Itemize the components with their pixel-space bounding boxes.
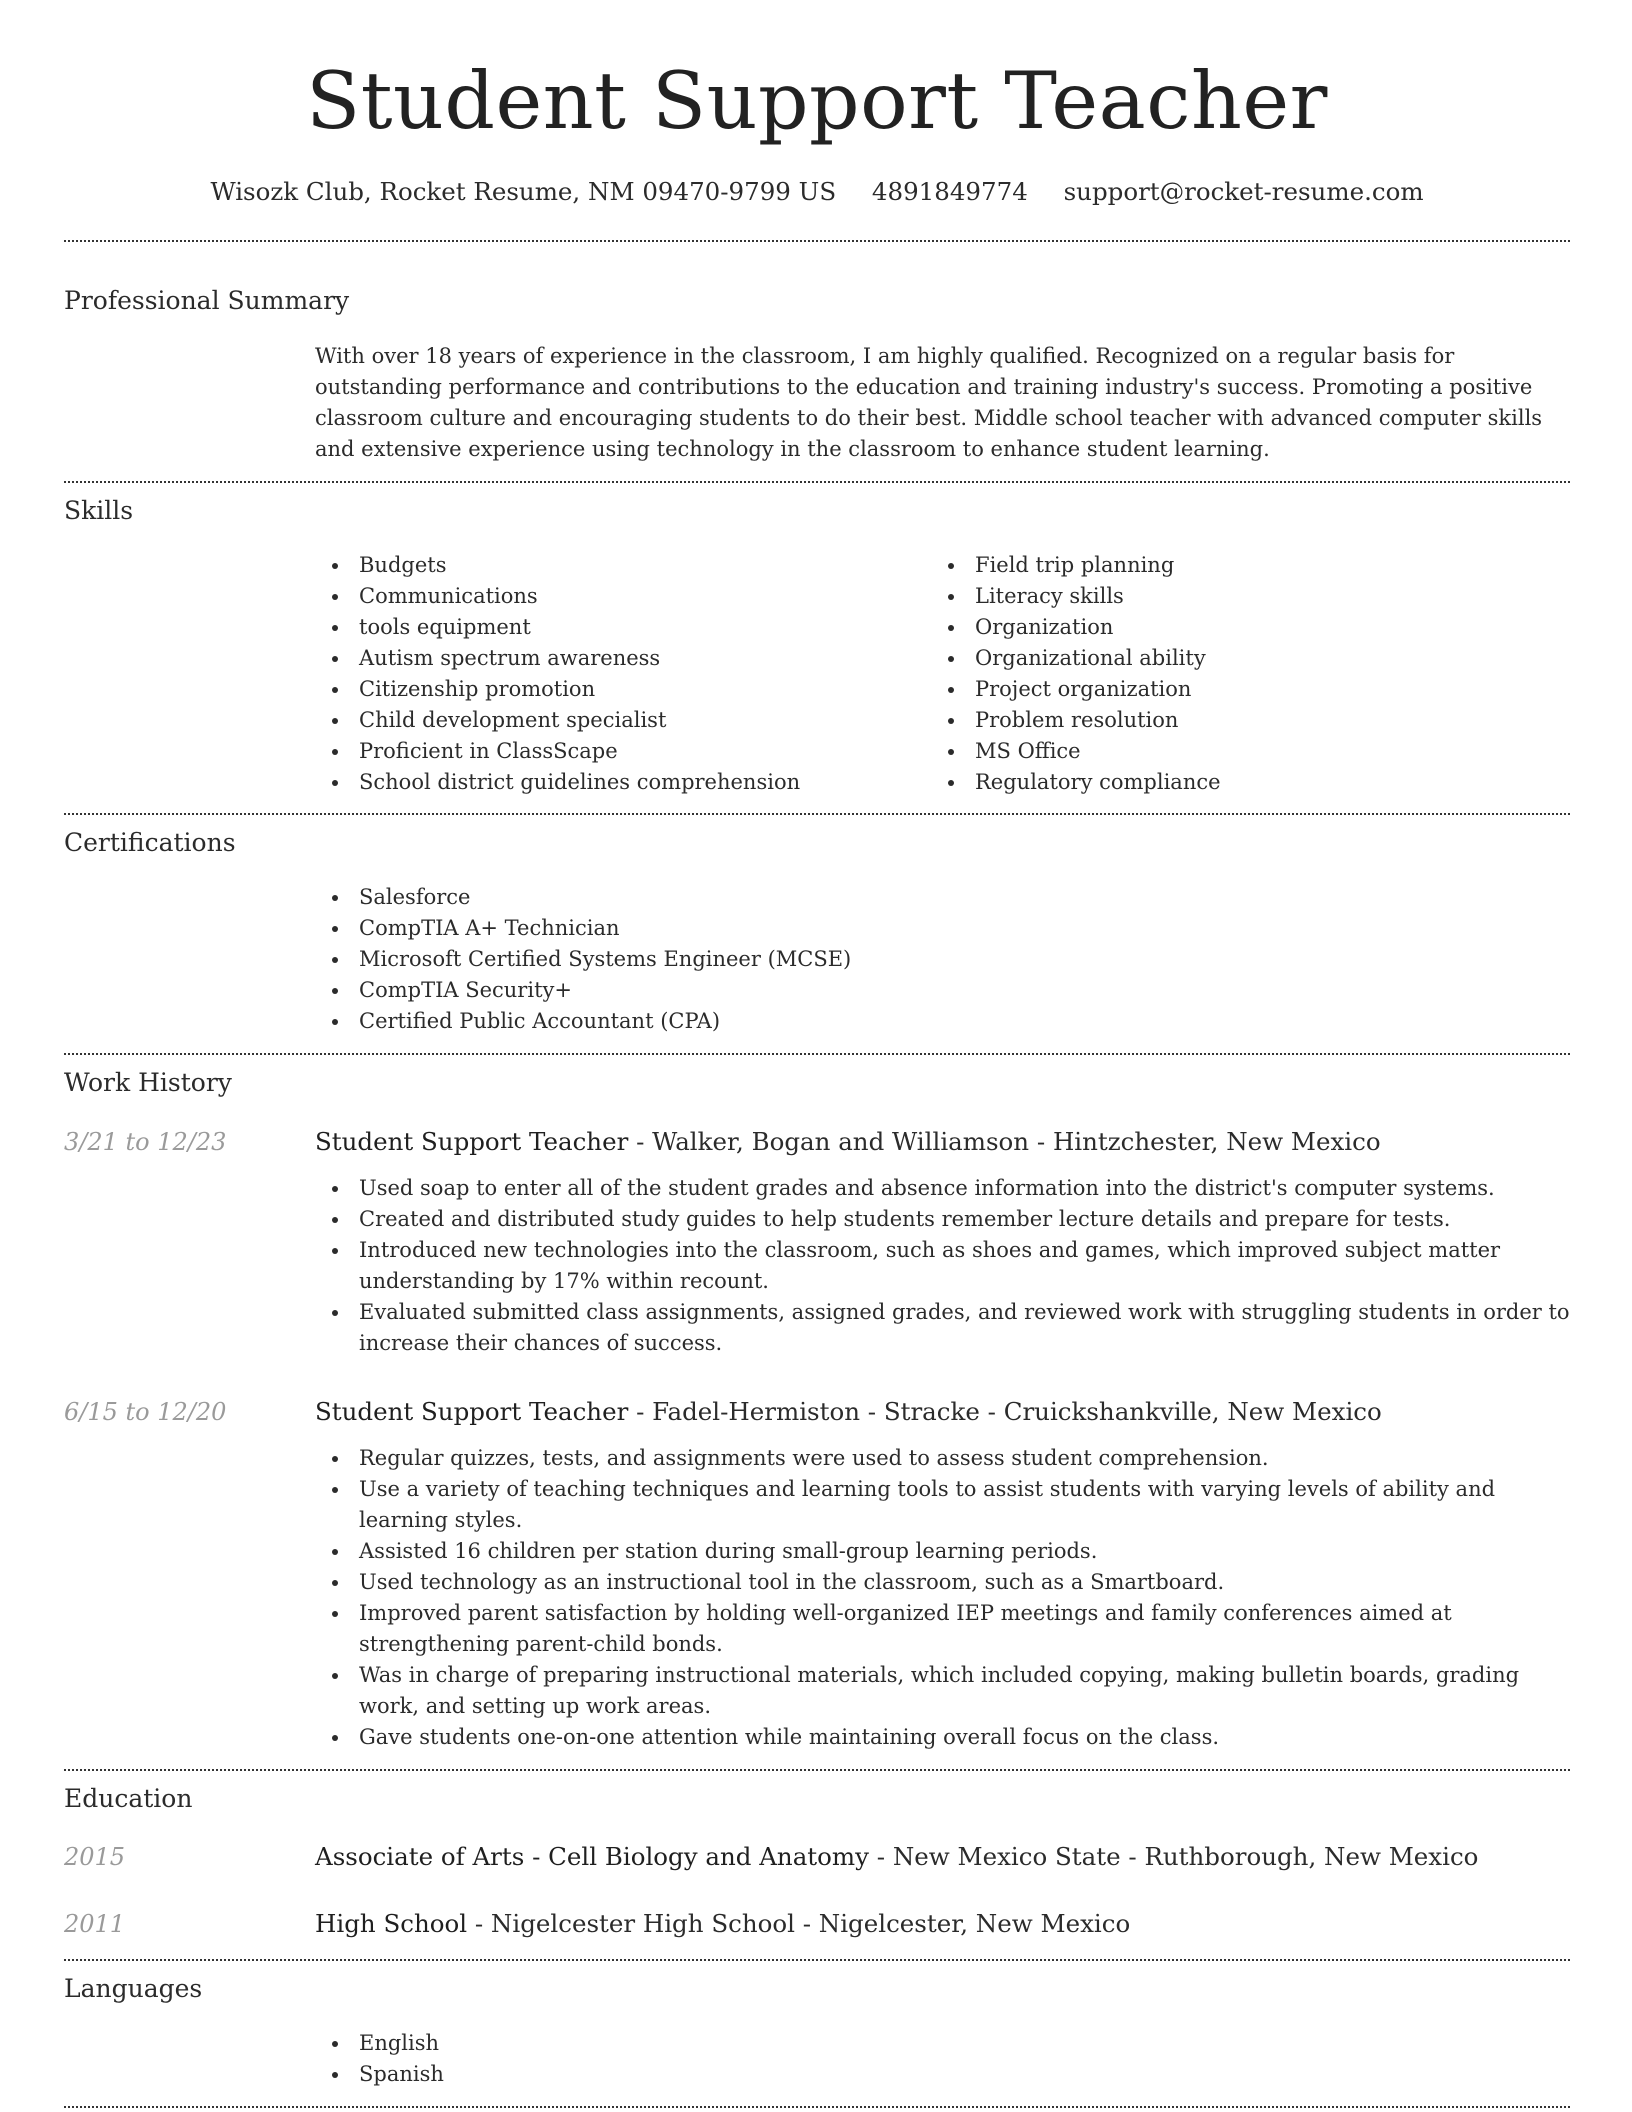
languages-title: Languages — [64, 1974, 203, 2003]
list-item: Citizenship promotion — [315, 674, 931, 705]
job-dates: 3/21 to 12/23 — [64, 1128, 227, 1156]
list-item: Budgets — [315, 550, 931, 581]
job-heading — [315, 1126, 1570, 1158]
list-item: Child development specialist — [315, 705, 931, 736]
summary-title: Professional Summary — [64, 286, 350, 315]
skills-column-right — [931, 550, 1547, 798]
list-item: Evaluated submitted class assignments, assigned grades, and reviewed work with struggling students in order to increase their chances of success. — [315, 1297, 1570, 1359]
education-year: 2011 — [64, 1910, 126, 1938]
contact-email: support@rocket-resume.com — [1063, 177, 1424, 206]
list-item: Organization — [931, 612, 1547, 643]
job-role: Student Support Teacher — [315, 1397, 629, 1426]
list-item: tools equipment — [315, 612, 931, 643]
education-title: Education — [64, 1784, 193, 1813]
divider — [64, 813, 1570, 815]
list-item: Regular quizzes, tests, and assignments were used to assess student comprehension. — [315, 1443, 1570, 1474]
job-bullets — [315, 1443, 1570, 1753]
list-item: Created and distributed study guides to help students remember lecture details and prepare for tests. — [315, 1204, 1570, 1235]
list-item: Autism spectrum awareness — [315, 643, 931, 674]
divider — [64, 1053, 1570, 1055]
list-item: Assisted 16 children per station during small-group learning periods. — [315, 1536, 1570, 1567]
resume-page — [64, 0, 1570, 2086]
summary-text: With over 18 years of experience in the classroom, I am highly qualified. Recognized on a regular basis for outstanding performance and contributions to the education and training industry's success. Promoting a positive classroom culture and encouraging students to do their best. Middle school teacher with advanced computer skills and extensive experience using technology in the classroom to enhance student learning. — [315, 344, 1543, 461]
resume-name: Student Support Teacher — [306, 55, 1328, 147]
divider — [64, 1769, 1570, 1771]
contact-address: Wisozk Club, Rocket Resume, NM 09470-9799 US — [210, 177, 837, 206]
skills-title: Skills — [64, 496, 134, 525]
list-item: School district guidelines comprehension — [315, 767, 931, 798]
list-item: Project organization — [931, 674, 1547, 705]
contact-line — [64, 176, 1570, 208]
divider — [64, 2106, 1570, 2108]
list-item: Improved parent satisfaction by holding well-organized IEP meetings and family conferences aimed at strengthening parent-child bonds. — [315, 1598, 1570, 1660]
list-item: Used technology as an instructional tool in the classroom, such as a Smartboard. — [315, 1567, 1570, 1598]
education-degree: High School — [315, 1909, 468, 1938]
list-item: Gave students one-on-one attention while maintaining overall focus on the class. — [315, 1722, 1570, 1753]
list-item: Used soap to enter all of the student grades and absence information into the district's computer systems. — [315, 1173, 1570, 1204]
certifications-list — [315, 882, 1570, 1037]
languages-list — [315, 2028, 1570, 2090]
list-item: Spanish — [315, 2059, 1570, 2090]
list-item: Microsoft Certified Systems Engineer (MCSE) — [315, 944, 1570, 975]
education-entry — [315, 1908, 1570, 1940]
job-dates: 6/15 to 12/20 — [64, 1398, 227, 1426]
skills-list — [315, 550, 1570, 798]
list-item: Introduced new technologies into the classroom, such as shoes and games, which improved subject matter understanding by 17% within recount. — [315, 1235, 1570, 1297]
list-item: English — [315, 2028, 1570, 2059]
education-entry — [315, 1841, 1570, 1873]
list-item: Proficient in ClassScape — [315, 736, 931, 767]
job-employer: - Fadel-Hermiston - Stracke - Cruickshankville, New Mexico — [628, 1397, 1382, 1426]
contact-phone: 4891849774 — [871, 177, 1028, 206]
list-item: Problem resolution — [931, 705, 1547, 736]
list-item: Communications — [315, 581, 931, 612]
education-school: - Nigelcester High School - Nigelcester, New Mexico — [467, 1909, 1131, 1938]
list-item: CompTIA A+ Technician — [315, 913, 1570, 944]
education-degree: Associate of Arts - Cell Biology and Anatomy — [315, 1842, 869, 1871]
education-year: 2015 — [64, 1843, 126, 1871]
divider — [64, 481, 1570, 483]
job-entry — [315, 1396, 1570, 1753]
job-bullets — [315, 1173, 1570, 1359]
divider — [64, 1959, 1570, 1961]
divider — [64, 240, 1570, 242]
work-history-title: Work History — [64, 1068, 232, 1097]
list-item: Was in charge of preparing instructional materials, which included copying, making bulletin boards, grading work, and setting up work areas. — [315, 1660, 1570, 1722]
list-item: MS Office — [931, 736, 1547, 767]
list-item: Field trip planning — [931, 550, 1547, 581]
certifications-title: Certifications — [64, 828, 236, 857]
list-item: Salesforce — [315, 882, 1570, 913]
education-school: - New Mexico State - Ruthborough, New Mexico — [868, 1842, 1479, 1871]
list-item: Use a variety of teaching techniques and learning tools to assist students with varying levels of ability and learning styles. — [315, 1474, 1570, 1536]
list-item: Certified Public Accountant (CPA) — [315, 1006, 1570, 1037]
list-item: Literacy skills — [931, 581, 1547, 612]
job-role: Student Support Teacher — [315, 1127, 629, 1156]
list-item: CompTIA Security+ — [315, 975, 1570, 1006]
job-heading — [315, 1396, 1570, 1428]
job-entry — [315, 1126, 1570, 1359]
skills-column-left — [315, 550, 931, 798]
job-employer: - Walker, Bogan and Williamson - Hintzchester, New Mexico — [628, 1127, 1381, 1156]
list-item: Organizational ability — [931, 643, 1547, 674]
list-item: Regulatory compliance — [931, 767, 1547, 798]
